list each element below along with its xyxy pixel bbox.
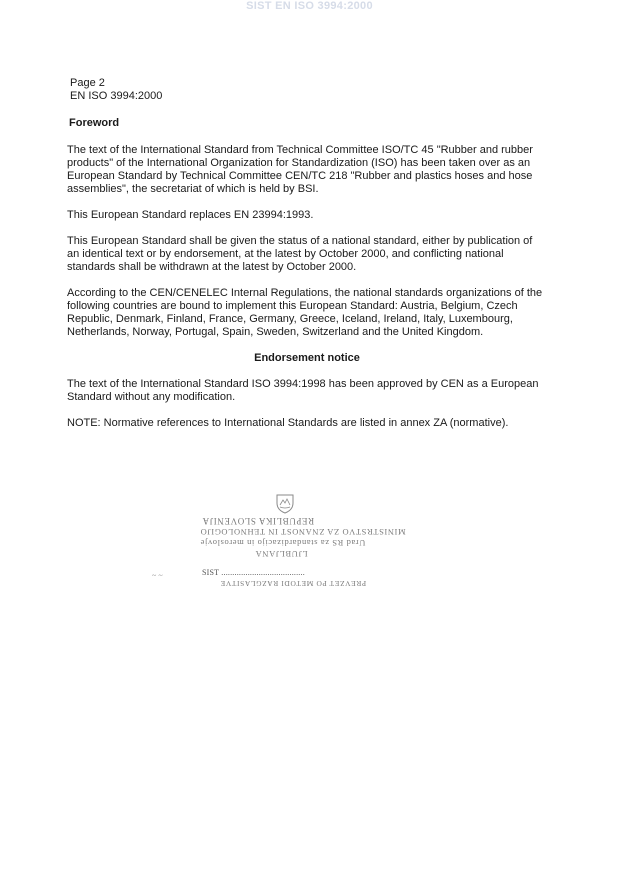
- coat-of-arms-icon: [274, 492, 296, 514]
- stamp-line: REPUBLIKA SLOVENIJA: [202, 516, 315, 526]
- stamp-line: Urad RS za standardizacijo in meroslovje: [200, 538, 366, 548]
- endorsement-paragraph: The text of the International Standard ISO 3994:1998 has been approved by CEN as a European Standard without any modification.: [67, 378, 539, 403]
- document-body: [67, 117, 547, 443]
- watermark: SIST EN ISO 3994:2000: [246, 0, 373, 12]
- foreword-paragraph: According to the CEN/CENELEC Internal Regulations, the national standards organizations of the following countries are bound to implement this European Standard: Austria, Belgium, Czech Republic, Denmark, Finland, France, Germany, Greece, Iceland, Ireland, Italy, Luxembourg, Netherlands, Norway, Portugal, Spain, Sweden, Switzerland and the United Kingdom.: [67, 287, 543, 338]
- stamp-line: LJUBLJANA: [255, 549, 308, 559]
- official-stamp: [150, 492, 406, 592]
- endorsement-heading: Endorsement notice: [254, 352, 360, 364]
- foreword-paragraph: This European Standard replaces EN 23994:1993.: [67, 209, 314, 221]
- stamp-mark: ~ ~: [152, 571, 163, 580]
- foreword-paragraph: The text of the International Standard from Technical Committee ISO/TC 45 "Rubber and rubber products" of the International Organization for Standardization (ISO) has been taken over as an European Standard by Technical Committee CEN/TC 218 "Rubber and plastics hoses and hose assemblies", the secretariat of which is held by BSI.: [67, 144, 533, 195]
- foreword-heading: Foreword: [69, 117, 120, 129]
- stamp-line: PREVZET PO METODI RAZGLASITVE: [220, 579, 367, 588]
- standard-number: EN ISO 3994:2000: [70, 90, 163, 102]
- stamp-reference: SIST ......................................: [202, 568, 305, 577]
- foreword-paragraph: This European Standard shall be given the status of a national standard, either by publication of an identical text or by endorsement, at the latest by October 2000, and conflicting national standards shall be withdrawn at the latest by October 2000.: [67, 235, 533, 273]
- page-header: [70, 77, 162, 103]
- normative-note: NOTE: Normative references to International Standards are listed in annex ZA (normative).: [67, 417, 509, 429]
- page-number: Page 2: [70, 77, 105, 89]
- stamp-line: MINISTRSTVO ZA ZNANOST IN TEHNOLOGIJO: [200, 527, 406, 537]
